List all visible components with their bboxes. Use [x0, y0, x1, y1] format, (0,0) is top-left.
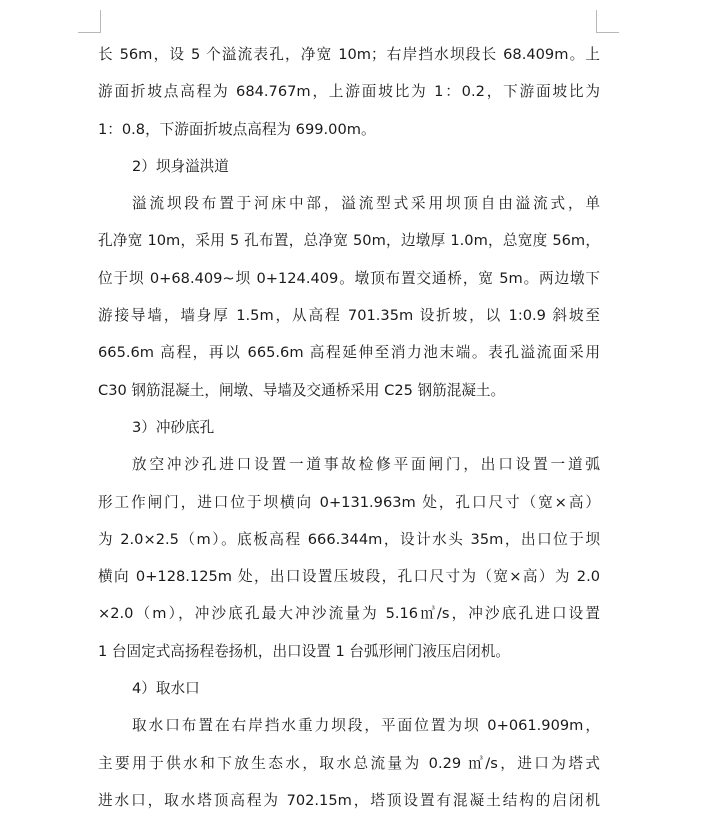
body-text-line: 形工作闸门，进口位于坝横向 0+131.963m 处，孔口尺寸（宽×高） — [98, 493, 600, 511]
body-text-line: 位于坝 0+68.409~坝 0+124.409。墩顶布置交通桥，宽 5m。两边墩下 — [98, 269, 600, 287]
body-text-line: ×2.0（m），冲沙底孔最大冲沙流量为 5.16㎥/s，冲沙底孔进口设置 — [98, 605, 600, 623]
body-text-line: 长 56m，设 5 个溢流表孔，净宽 10m；右岸挡水坝段长 68.409m。上 — [98, 46, 600, 63]
section-heading: 4）取水口 — [132, 680, 200, 698]
section-heading: 3）冲砂底孔 — [132, 418, 215, 436]
body-text-line: 放空冲沙孔进口设置一道事故检修平面闸门，出口设置一道弧 — [132, 456, 600, 474]
body-text-line: 游接导墙，墙身厚 1.5m，从高程 701.35m 设折坡，以 1:0.9 斜坡至 — [98, 307, 600, 325]
body-text-line: 为 2.0×2.5（m）。底板高程 666.344m，设计水头 35m，出口位于坝 — [98, 530, 600, 548]
document-body — [98, 36, 600, 819]
page-corner-mark-top-left — [78, 10, 101, 33]
body-text-line: 665.6m 高程，再以 665.6m 高程延伸至消力池末端。表孔溢流面采用 — [98, 344, 600, 362]
body-text-line: C30 钢筋混凝土，闸墩、导墙及交通桥采用 C25 钢筋混凝土。 — [98, 381, 506, 399]
body-text-line: 横向 0+128.125m 处，出口设置压坡段，孔口尺寸为（宽×高）为 2.0 — [98, 568, 600, 586]
page-corner-mark-top-right — [596, 10, 619, 33]
body-text-line: 游面折坡点高程为 684.767m，上游面坡比为 1：0.2，下游面坡比为 — [98, 83, 600, 101]
body-text-line: 溢流坝段布置于河床中部，溢流型式采用坝顶自由溢流式，单 — [132, 195, 600, 213]
body-text-line: 1：0.8，下游面折坡点高程为 699.00m。 — [98, 120, 376, 138]
body-text-line: 取水口布置在右岸挡水重力坝段，平面位置为坝 0+061.909m， — [132, 717, 600, 735]
body-text-line: 进水口，取水塔顶高程为 702.15m，塔顶设置有混凝土结构的启闭机 — [98, 791, 600, 809]
body-text-line: 主要用于供水和下放生态水，取水总流量为 0.29 ㎥/s，进口为塔式 — [98, 754, 600, 772]
body-text-line: 1 台固定式高扬程卷扬机，出口设置 1 台弧形闸门液压启闭机。 — [98, 642, 510, 660]
body-text-line: 孔净宽 10m，采用 5 孔布置，总净宽 50m，边墩厚 1.0m，总宽度 56m， — [98, 232, 600, 250]
section-heading: 2）坝身溢洪道 — [132, 157, 229, 175]
